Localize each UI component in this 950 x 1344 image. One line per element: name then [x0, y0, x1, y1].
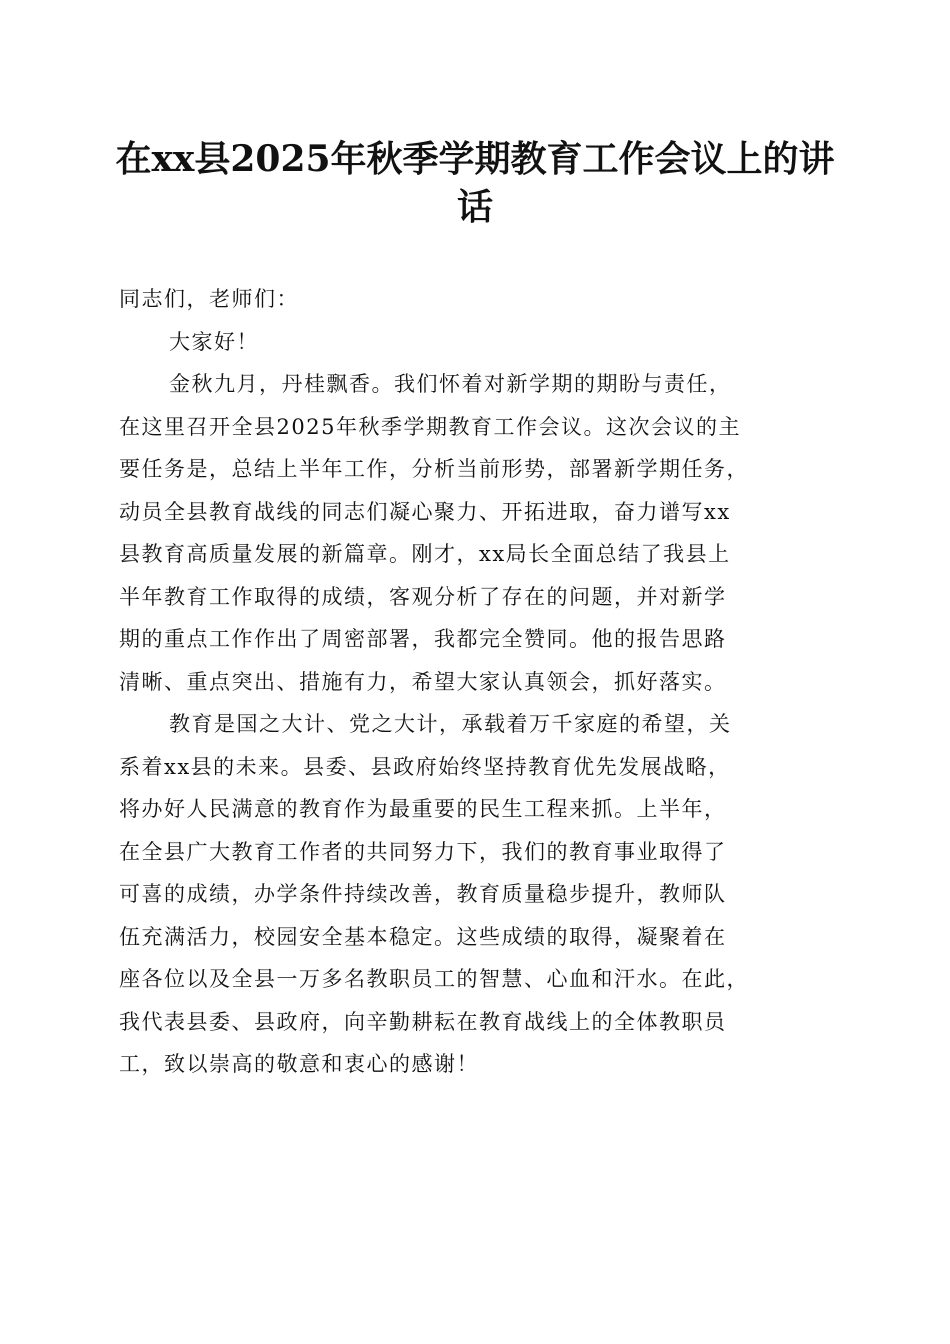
paragraph-line: 将办好人民满意的教育作为最重要的民生工程来抓。上半年，: [119, 797, 727, 821]
paragraph-line: 工，致以崇高的敬意和衷心的感谢！: [119, 1052, 479, 1076]
paragraph-line: 我代表县委、县政府，向辛勤耕耘在教育战线上的全体教职员: [119, 1009, 727, 1034]
paragraph-1: [119, 363, 835, 703]
title-line-1: 在xx县2025年秋季学期教育工作会议上的讲: [115, 138, 835, 180]
paragraph-line: 可喜的成绩，办学条件持续改善，教育质量稳步提升，教师队: [119, 882, 727, 906]
paragraph-line: 县教育高质量发展的新篇章。刚才，xx局长全面总结了我县上: [119, 542, 731, 566]
document-title: [110, 135, 840, 231]
greeting: 大家好！: [169, 329, 259, 354]
paragraph-line: 座各位以及全县一万多名教职员工的智慧、心血和汗水。在此，: [119, 967, 749, 991]
paragraph-line: 伍充满活力，校园安全基本稳定。这些成绩的取得，凝聚着在: [119, 924, 727, 949]
paragraph-line: 期的重点工作作出了周密部署，我都完全赞同。他的报告思路: [119, 627, 727, 651]
title-line-2: 话: [456, 186, 493, 228]
paragraph-line: 动员全县教育战线的同志们凝心聚力、开拓进取，奋力谱写xx: [119, 499, 731, 524]
paragraph-line: 要任务是，总结上半年工作，分析当前形势，部署新学期任务，: [119, 457, 749, 481]
paragraph-line: 在全县广大教育工作者的共同努力下，我们的教育事业取得了: [119, 839, 727, 864]
paragraph-line: 系着xx县的未来。县委、县政府始终坚持教育优先发展战略，: [119, 754, 731, 779]
paragraph-line: 金秋九月，丹桂飘香。我们怀着对新学期的期盼与责任，: [169, 372, 732, 396]
paragraph-2: [119, 703, 835, 1086]
paragraph-line: 半年教育工作取得的成绩，客观分析了存在的问题，并对新学: [119, 584, 727, 609]
paragraph-line: 在这里召开全县2025年秋季学期教育工作会议。这次会议的主: [119, 414, 741, 439]
salutation: 同志们，老师们：: [119, 287, 299, 311]
document-body: [119, 278, 835, 1086]
paragraph-line: 教育是国之大计、党之大计，承载着万千家庭的希望，关: [169, 712, 732, 736]
paragraph-line: 清晰、重点突出、措施有力，希望大家认真领会，抓好落实。: [119, 669, 727, 694]
